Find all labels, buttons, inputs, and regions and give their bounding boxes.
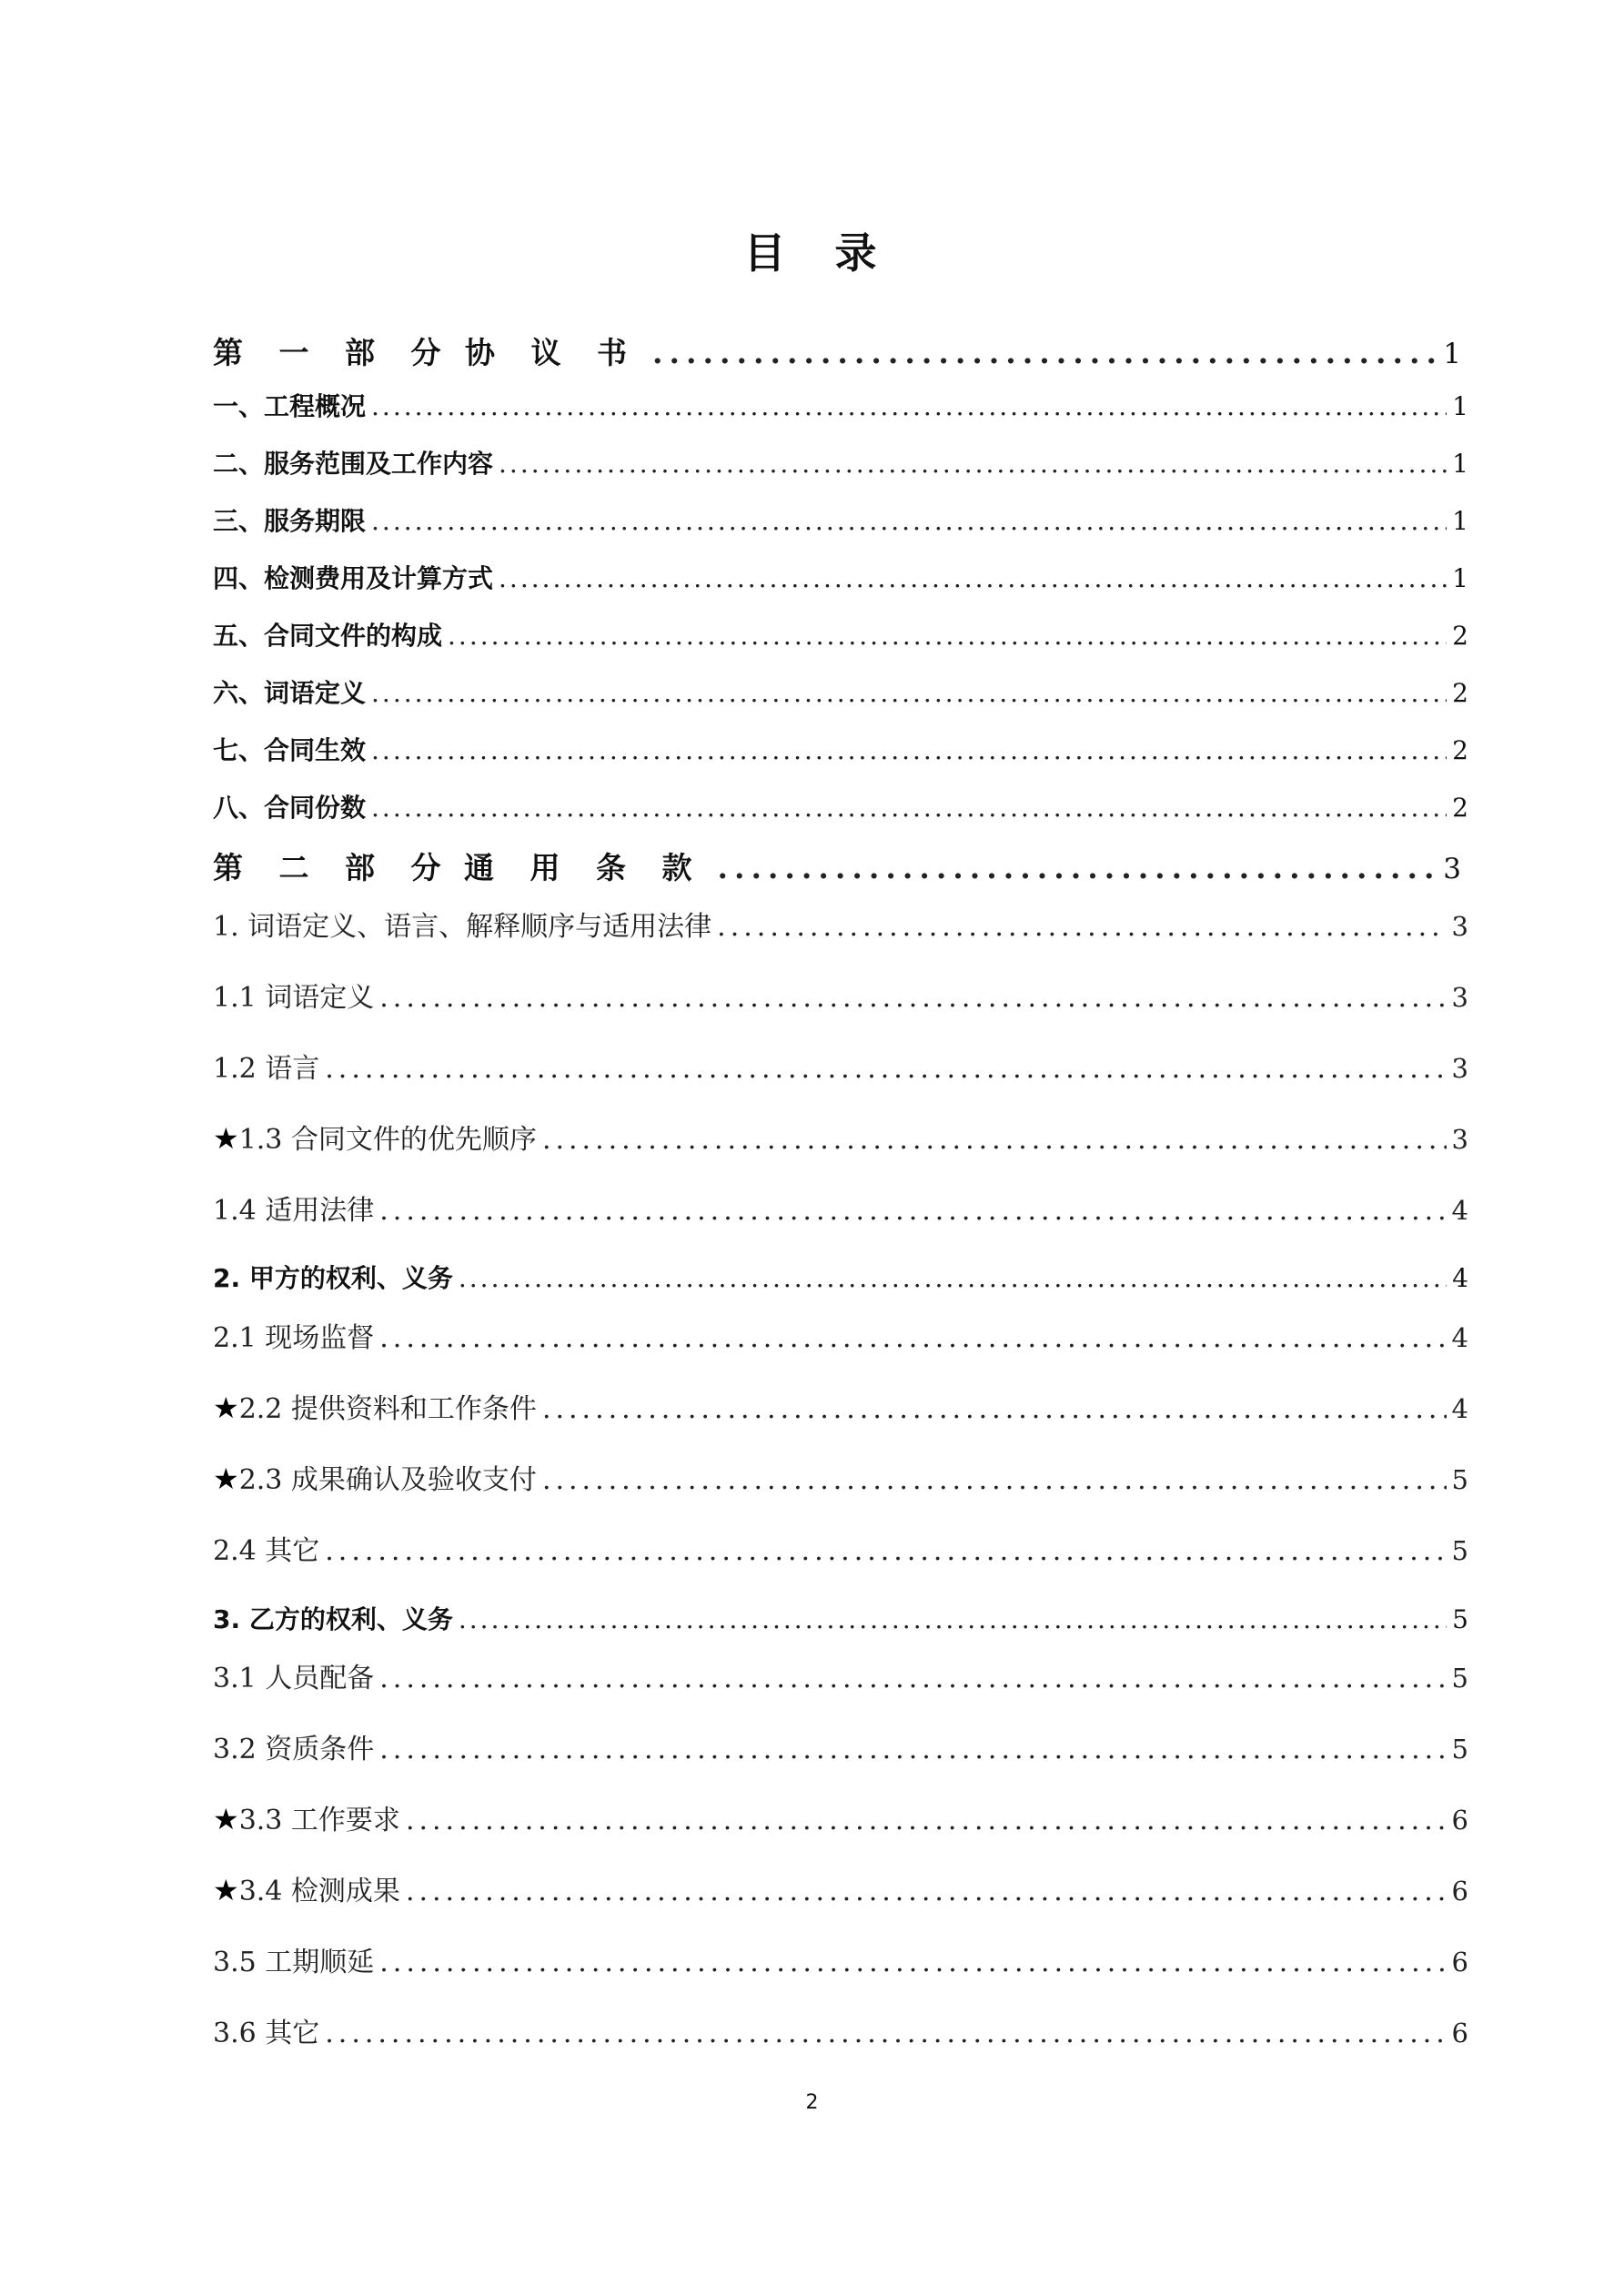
toc-page-number: 1 bbox=[1443, 338, 1461, 370]
toc-entry-label: 3.2 资质条件 bbox=[213, 1734, 375, 1765]
toc-entry[interactable] bbox=[213, 559, 1468, 604]
toc-entry-label: 1.2 语言 bbox=[213, 1053, 320, 1085]
toc-entry[interactable] bbox=[213, 444, 1468, 490]
dot-leader bbox=[371, 735, 1447, 765]
toc-entry-label: 2.2 提供资料和工作条件 bbox=[238, 1393, 537, 1425]
toc-page-number: 3 bbox=[1443, 853, 1461, 885]
dot-leader bbox=[379, 982, 1446, 1014]
toc-page-number: 1 bbox=[1452, 506, 1468, 536]
page-footer-number: 2 bbox=[805, 2091, 819, 2114]
dot-leader bbox=[371, 506, 1447, 536]
toc-page-number: 5 bbox=[1451, 1535, 1468, 1566]
toc-page-number: 6 bbox=[1451, 2018, 1468, 2048]
toc-part-subtitle: 通 用 条 款 bbox=[464, 850, 705, 885]
dot-leader bbox=[717, 850, 1437, 885]
toc-entry-label: 2.4 其它 bbox=[213, 1535, 320, 1567]
star-icon: ★ bbox=[213, 1802, 239, 1836]
toc-entry-label: 八、合同份数 bbox=[213, 793, 367, 823]
dot-leader bbox=[448, 621, 1447, 651]
toc-entry-label: 3.4 检测成果 bbox=[238, 1876, 400, 1907]
toc-entry-label: 3. 乙方的权利、义务 bbox=[213, 1604, 453, 1634]
dot-leader bbox=[371, 391, 1447, 421]
toc-entry[interactable] bbox=[213, 1188, 1468, 1233]
dot-leader bbox=[371, 678, 1447, 708]
toc-entry[interactable] bbox=[213, 1046, 1468, 1091]
toc-entry[interactable] bbox=[213, 904, 1468, 949]
toc-entry[interactable] bbox=[213, 1655, 1468, 1701]
toc-part-label: 第 一 部 分 bbox=[213, 335, 454, 370]
toc-entry[interactable] bbox=[213, 501, 1468, 547]
toc-entry[interactable] bbox=[213, 731, 1468, 776]
toc-page-number: 3 bbox=[1451, 1124, 1468, 1155]
toc-entry-label: 1.3 合同文件的优先顺序 bbox=[238, 1124, 537, 1156]
dot-leader bbox=[499, 563, 1447, 593]
toc-entry[interactable] bbox=[213, 673, 1468, 719]
toc-page-number: 2 bbox=[1452, 678, 1468, 708]
toc-entry[interactable] bbox=[213, 616, 1468, 662]
toc-entry-label: 七、合同生效 bbox=[213, 735, 367, 765]
star-icon: ★ bbox=[213, 1121, 239, 1156]
dot-leader bbox=[379, 1663, 1446, 1694]
dot-leader bbox=[325, 2018, 1446, 2049]
toc-entry[interactable] bbox=[213, 975, 1468, 1020]
toc-page-number: 3 bbox=[1451, 911, 1468, 942]
dot-leader bbox=[459, 1263, 1447, 1293]
toc-entry-label: 3.6 其它 bbox=[213, 2018, 320, 2049]
toc-entry[interactable] bbox=[213, 1259, 1468, 1304]
toc-entry[interactable] bbox=[213, 1386, 1468, 1431]
toc-page-number: 2 bbox=[1452, 793, 1468, 823]
toc-page-number: 4 bbox=[1451, 1322, 1468, 1353]
dot-leader bbox=[379, 1734, 1446, 1765]
toc-entry-label: 2.3 成果确认及验收支付 bbox=[238, 1464, 537, 1496]
toc-entry[interactable] bbox=[213, 1939, 1468, 1985]
star-icon: ★ bbox=[213, 1873, 239, 1907]
toc-page-number: 6 bbox=[1451, 1876, 1468, 1907]
toc-entry[interactable] bbox=[213, 1868, 1468, 1914]
toc-page-number: 5 bbox=[1451, 1464, 1468, 1495]
dot-leader bbox=[325, 1535, 1446, 1567]
toc-entry[interactable] bbox=[213, 1600, 1468, 1645]
toc-entry-label: 1. 词语定义、语言、解释顺序与适用法律 bbox=[213, 911, 712, 943]
toc-entry[interactable] bbox=[213, 788, 1468, 834]
dot-leader bbox=[325, 1053, 1446, 1085]
toc-part-1[interactable] bbox=[213, 329, 1461, 375]
toc-page-number: 5 bbox=[1452, 1604, 1468, 1634]
toc-page-number: 1 bbox=[1452, 391, 1468, 421]
toc-entry-label: 一、工程概况 bbox=[213, 391, 367, 421]
toc-entry-label: 六、词语定义 bbox=[213, 678, 367, 708]
toc-page-number: 5 bbox=[1451, 1663, 1468, 1694]
dot-leader bbox=[459, 1604, 1447, 1634]
toc-entry-label: 3.3 工作要求 bbox=[238, 1805, 400, 1836]
star-icon: ★ bbox=[213, 1391, 239, 1425]
dot-leader bbox=[379, 1322, 1446, 1354]
toc-page-number: 6 bbox=[1451, 1947, 1468, 1977]
dot-leader bbox=[379, 1947, 1446, 1978]
toc-entry-label: 2. 甲方的权利、义务 bbox=[213, 1263, 453, 1293]
toc-page-number: 4 bbox=[1451, 1195, 1468, 1226]
toc-entry-label: 2.1 现场监督 bbox=[213, 1322, 375, 1354]
toc-entry-label: 1.1 词语定义 bbox=[213, 982, 375, 1014]
dot-leader bbox=[406, 1876, 1447, 1907]
toc-entry-label: 三、服务期限 bbox=[213, 506, 367, 536]
toc-page-number: 5 bbox=[1451, 1734, 1468, 1765]
toc-entry[interactable] bbox=[213, 1117, 1468, 1162]
toc-entry[interactable] bbox=[213, 1315, 1468, 1360]
toc-entry[interactable] bbox=[213, 1726, 1468, 1772]
toc-part-2[interactable] bbox=[213, 845, 1461, 890]
toc-page-number: 3 bbox=[1451, 1053, 1468, 1084]
toc-page-number: 1 bbox=[1452, 449, 1468, 479]
star-icon: ★ bbox=[213, 1462, 239, 1496]
dot-leader bbox=[542, 1124, 1447, 1156]
toc-entry-label: 1.4 适用法律 bbox=[213, 1195, 375, 1227]
dot-leader bbox=[542, 1464, 1447, 1496]
dot-leader bbox=[371, 793, 1447, 823]
toc-entry-label: 五、合同文件的构成 bbox=[213, 621, 443, 651]
toc-page-number: 2 bbox=[1452, 735, 1468, 765]
toc-part-label: 第 二 部 分 bbox=[213, 850, 454, 885]
toc-page-number: 6 bbox=[1451, 1805, 1468, 1836]
toc-entry[interactable] bbox=[213, 387, 1468, 432]
toc-entry-label: 3.5 工期顺延 bbox=[213, 1947, 375, 1978]
toc-entry-label: 3.1 人员配备 bbox=[213, 1663, 375, 1694]
toc-page-number: 4 bbox=[1451, 1393, 1468, 1424]
toc-page-number: 2 bbox=[1452, 621, 1468, 651]
toc-entry[interactable] bbox=[213, 2010, 1468, 2056]
dot-leader bbox=[717, 911, 1446, 943]
toc-page-number: 3 bbox=[1451, 982, 1468, 1013]
dot-leader bbox=[406, 1805, 1447, 1836]
toc-page-number: 1 bbox=[1452, 563, 1468, 593]
toc-entry-label: 二、服务范围及工作内容 bbox=[213, 449, 494, 479]
dot-leader bbox=[652, 335, 1437, 370]
toc-page-number: 4 bbox=[1452, 1263, 1468, 1293]
toc-title: 目 录 bbox=[743, 228, 881, 278]
toc-entry-label: 四、检测费用及计算方式 bbox=[213, 563, 494, 593]
toc-part-subtitle: 协 议 书 bbox=[465, 335, 641, 370]
toc-entry[interactable] bbox=[213, 1528, 1468, 1573]
dot-leader bbox=[542, 1393, 1447, 1425]
dot-leader bbox=[499, 449, 1447, 479]
toc-entry[interactable] bbox=[213, 1797, 1468, 1843]
toc-entry[interactable] bbox=[213, 1457, 1468, 1502]
dot-leader bbox=[379, 1195, 1446, 1227]
